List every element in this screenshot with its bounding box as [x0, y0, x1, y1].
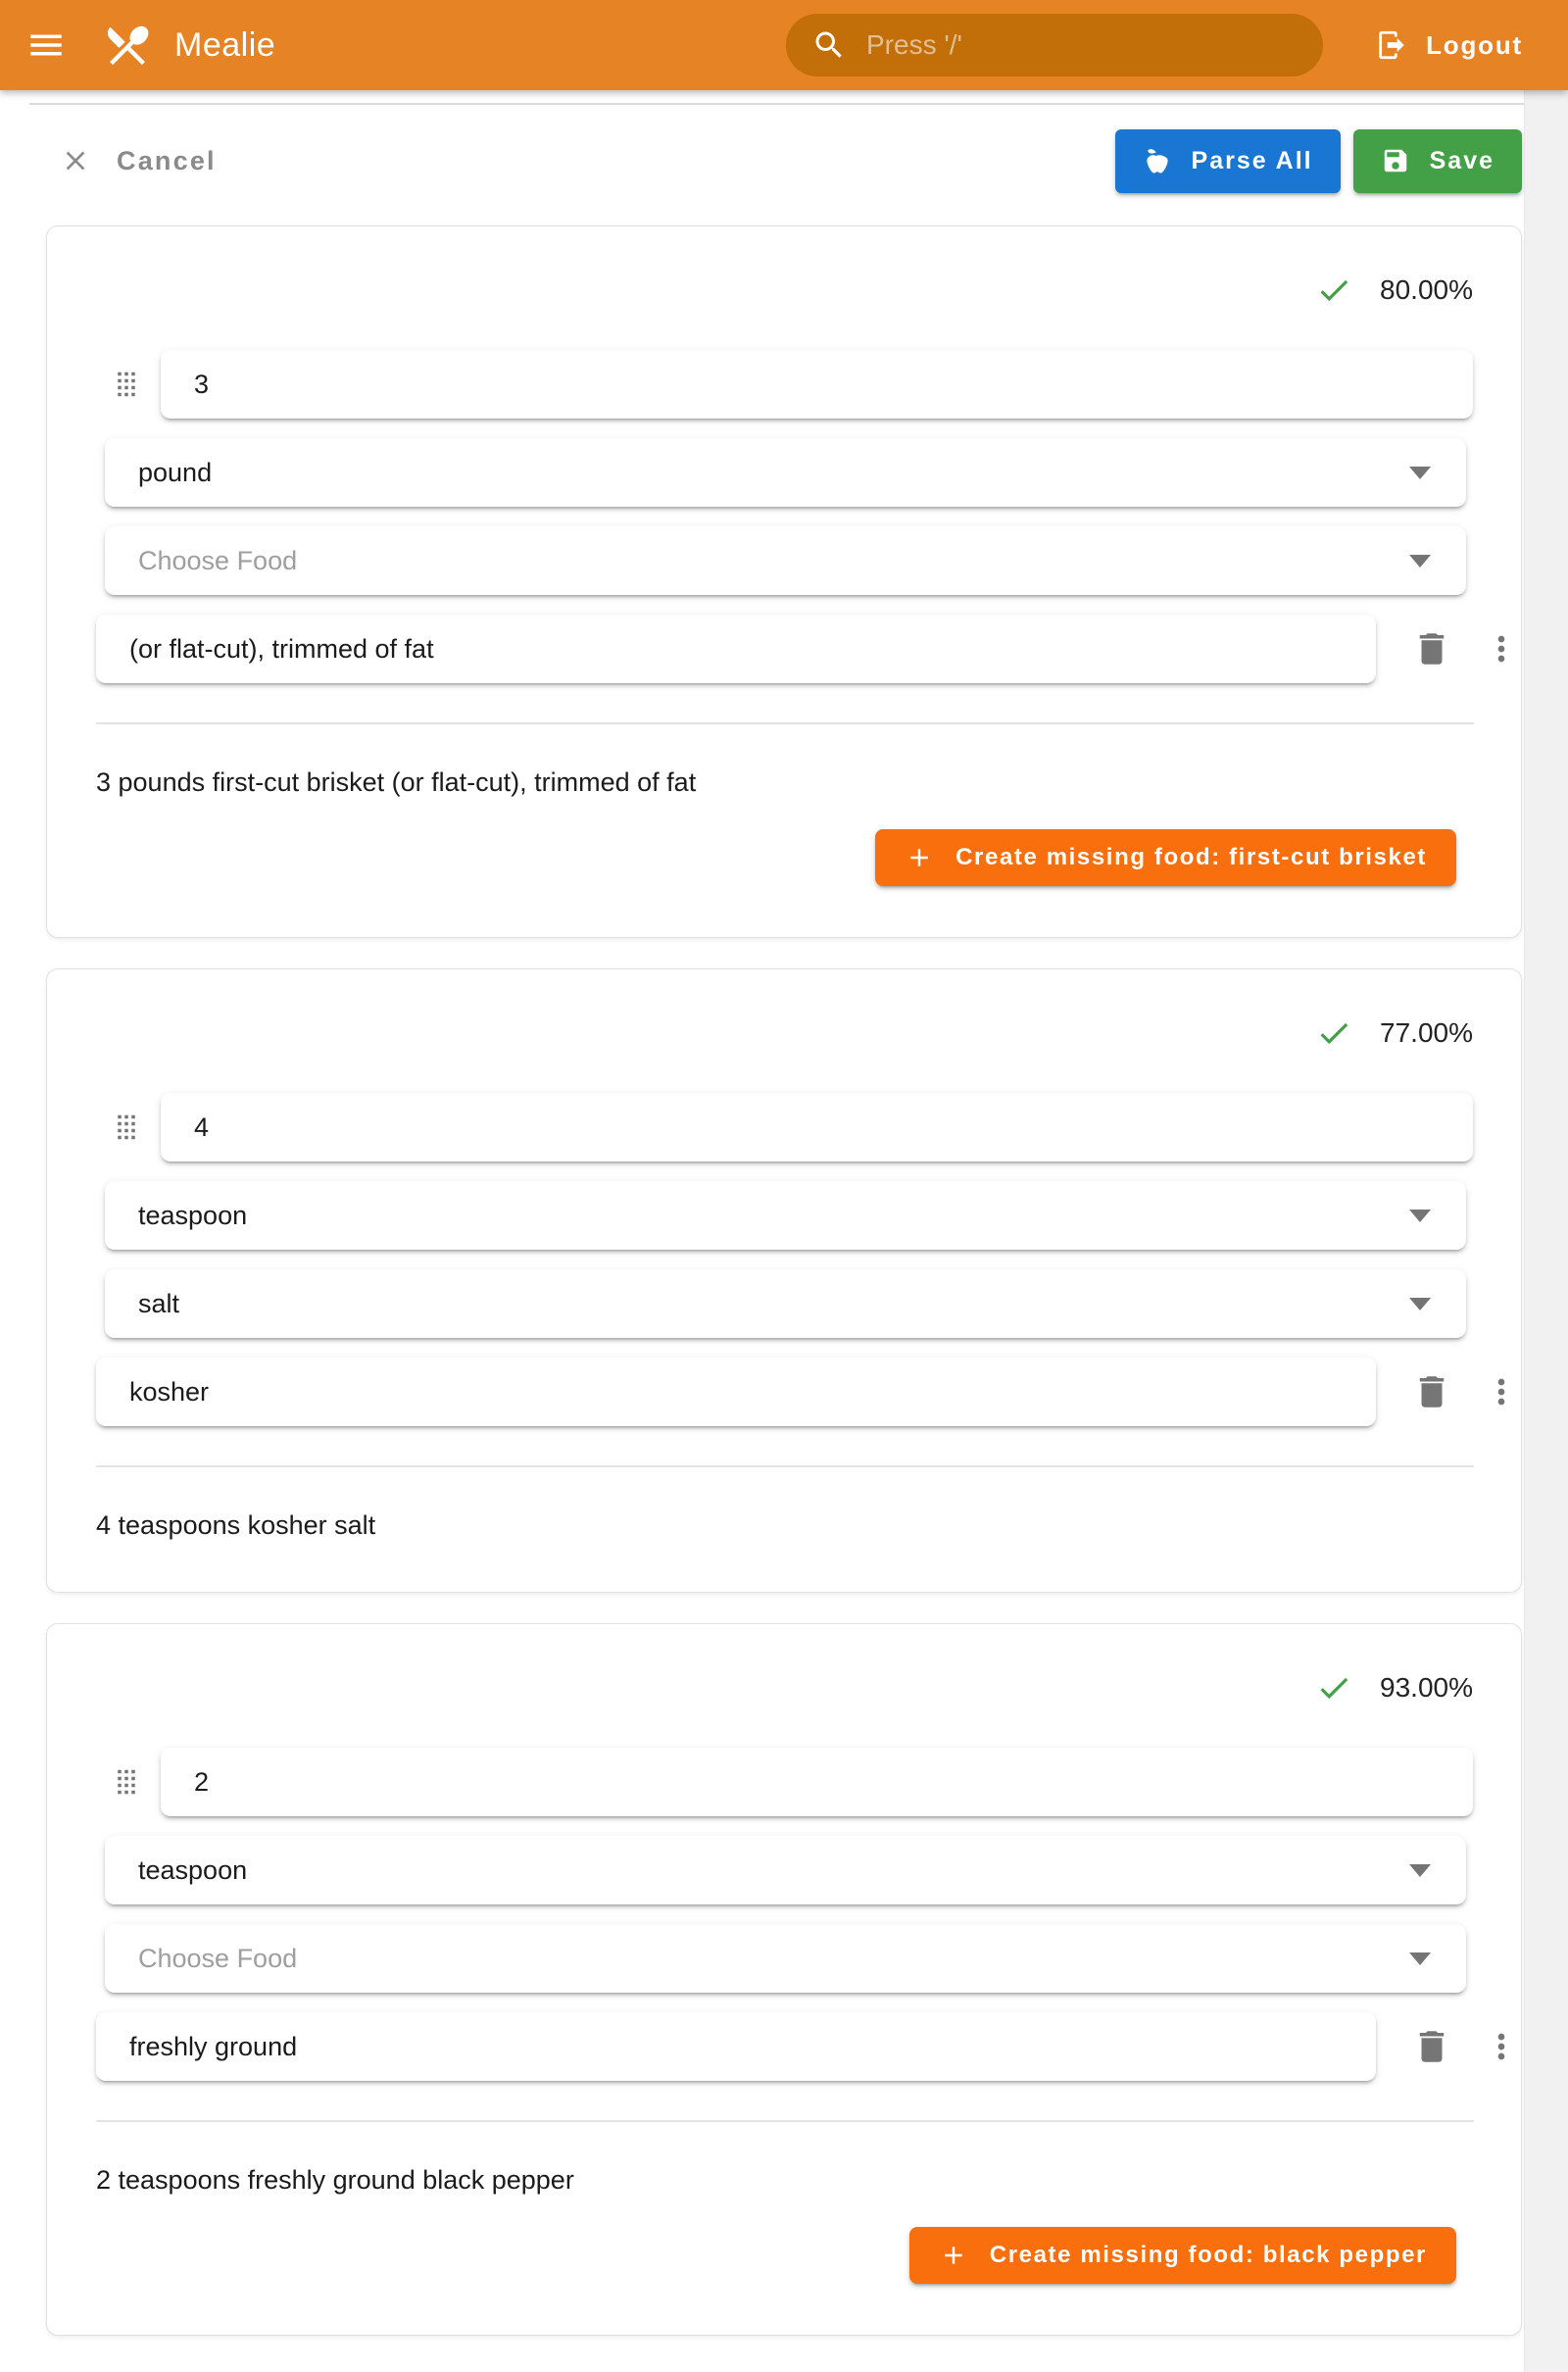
logout-label: Logout — [1426, 29, 1523, 60]
parse-all-label: Parse All — [1191, 146, 1313, 174]
search-icon — [811, 27, 847, 63]
quantity-input[interactable] — [161, 1093, 1473, 1161]
unit-select[interactable] — [105, 438, 1466, 507]
divider — [96, 722, 1474, 724]
create-missing-food-button[interactable] — [875, 829, 1456, 886]
close-icon — [60, 145, 91, 176]
unit-select[interactable] — [105, 1836, 1466, 1904]
divider — [96, 1465, 1474, 1467]
save-button[interactable] — [1353, 129, 1522, 193]
chevron-down-icon — [1409, 1210, 1431, 1222]
food-placeholder: Choose Food — [138, 1943, 298, 1973]
ingredient-card — [46, 968, 1522, 1593]
search-placeholder: Press '/' — [866, 29, 962, 60]
more-options-button[interactable] — [1482, 2027, 1521, 2066]
create-missing-food-label: Create missing food: black pepper — [989, 2242, 1427, 2268]
quantity-input[interactable] — [161, 1748, 1473, 1816]
plus-icon — [905, 843, 934, 872]
chevron-down-icon — [1409, 1864, 1431, 1877]
apple-icon — [1143, 146, 1172, 175]
app-title: Mealie — [174, 25, 276, 64]
original-ingredient-text: 3 pounds first-cut brisket (or flat-cut), trimmed of fat — [96, 767, 697, 797]
chevron-down-icon — [1409, 1298, 1431, 1310]
create-missing-food-button[interactable] — [909, 2227, 1456, 2284]
unit-value: pound — [138, 457, 213, 487]
hamburger-icon — [25, 25, 67, 66]
save-icon — [1381, 146, 1410, 175]
ingredient-card-list — [46, 225, 1522, 2336]
kebab-menu-icon — [1482, 2027, 1521, 2066]
cancel-button[interactable] — [54, 144, 222, 177]
delete-button[interactable] — [1411, 2026, 1452, 2067]
chevron-down-icon — [1409, 467, 1431, 479]
create-missing-food-label: Create missing food: first-cut brisket — [956, 844, 1427, 870]
trash-icon — [1411, 628, 1452, 669]
confidence-value: 93.00% — [1380, 1672, 1473, 1703]
drag-handle-icon[interactable] — [106, 1761, 147, 1803]
scrollbar[interactable] — [1524, 90, 1568, 2372]
check-icon — [1315, 272, 1352, 309]
chevron-down-icon — [1409, 1952, 1431, 1965]
chevron-down-icon — [1409, 555, 1431, 568]
ingredient-card — [46, 225, 1522, 938]
delete-button[interactable] — [1411, 1371, 1452, 1412]
note-input[interactable] — [96, 615, 1376, 683]
note-input[interactable] — [96, 1358, 1376, 1426]
hamburger-menu-button[interactable] — [25, 25, 67, 66]
food-value: salt — [138, 1288, 180, 1318]
food-select[interactable] — [105, 1924, 1466, 1993]
parse-all-button[interactable] — [1115, 129, 1341, 193]
unit-value: teaspoon — [138, 1200, 248, 1230]
original-ingredient-text: 4 teaspoons kosher salt — [96, 1510, 376, 1540]
food-placeholder: Choose Food — [138, 545, 298, 575]
divider — [96, 2120, 1474, 2122]
cancel-label: Cancel — [117, 145, 217, 175]
save-label: Save — [1429, 146, 1494, 174]
logout-button[interactable] — [1369, 27, 1529, 63]
more-options-button[interactable] — [1482, 629, 1521, 668]
app-bar — [0, 0, 1568, 90]
plus-icon — [939, 2241, 968, 2270]
food-select[interactable] — [105, 1269, 1466, 1338]
header-divider — [29, 103, 1539, 105]
parser-toolbar — [46, 128, 1522, 193]
check-icon — [1315, 1669, 1352, 1706]
drag-handle-icon[interactable] — [106, 364, 147, 405]
food-select[interactable] — [105, 526, 1466, 595]
note-input[interactable] — [96, 2012, 1376, 2081]
unit-select[interactable] — [105, 1181, 1466, 1250]
mealie-logo-icon — [102, 20, 153, 71]
ingredient-card — [46, 1623, 1522, 2336]
more-options-button[interactable] — [1482, 1372, 1521, 1411]
trash-icon — [1411, 1371, 1452, 1412]
confidence-value: 80.00% — [1380, 274, 1473, 305]
unit-value: teaspoon — [138, 1854, 248, 1885]
confidence-value: 77.00% — [1380, 1017, 1473, 1048]
delete-button[interactable] — [1411, 628, 1452, 669]
original-ingredient-text: 2 teaspoons freshly ground black pepper — [96, 2165, 574, 2195]
kebab-menu-icon — [1482, 1372, 1521, 1411]
logout-icon — [1375, 28, 1408, 62]
kebab-menu-icon — [1482, 629, 1521, 668]
drag-handle-icon[interactable] — [106, 1107, 147, 1148]
check-icon — [1315, 1014, 1352, 1052]
quantity-input[interactable] — [161, 350, 1473, 419]
search-input[interactable] — [786, 14, 1323, 76]
trash-icon — [1411, 2026, 1452, 2067]
